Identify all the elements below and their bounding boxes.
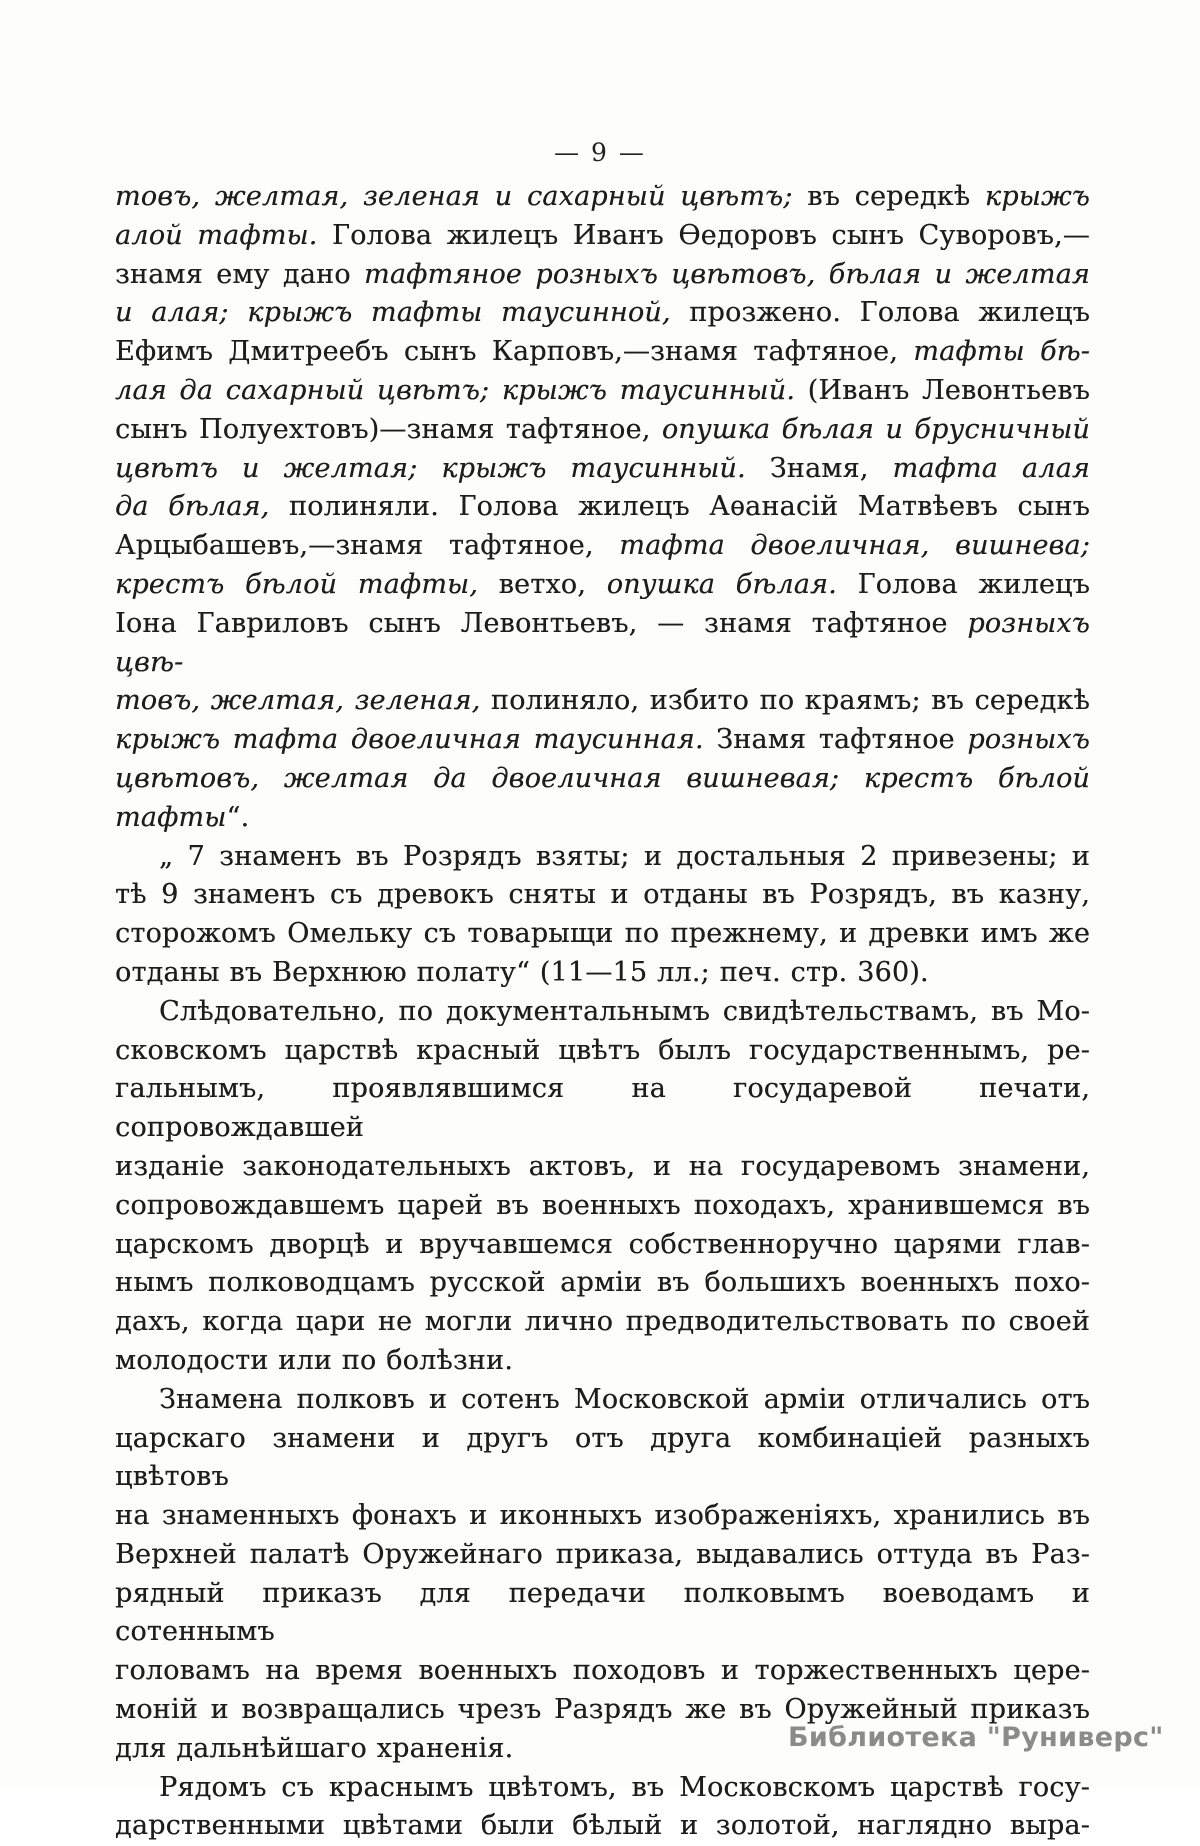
- text-segment: цвѣтовъ, желтая да двоеличная вишневая; крестъ бѣлой тафты: [115, 762, 1090, 833]
- text-line: [115, 1769, 1090, 1808]
- text-segment: сынъ Полуехтовъ)—знамя тафтяное,: [115, 413, 662, 445]
- text-line: [115, 1807, 1090, 1846]
- text-line: [115, 333, 1090, 372]
- text-segment: товъ, желтая, зеленая и сахарный цвѣтъ;: [115, 181, 793, 212]
- text-segment: Знамена полковъ и сотенъ Московской арміи отличались отъ: [159, 1383, 1090, 1415]
- text-segment: на знаменныхъ фонахъ и иконныхъ изображеніяхъ, хранились въ: [115, 1500, 1090, 1532]
- text-line: [115, 256, 1090, 295]
- text-segment: Голова жилецъ Иванъ Ѳедоровъ сынъ Суворовъ,—: [332, 219, 1090, 251]
- paragraph: [115, 993, 1090, 1381]
- text-line: [115, 217, 1090, 256]
- text-line: [115, 993, 1090, 1032]
- text-segment: да бѣлая,: [115, 491, 289, 523]
- text-line: [115, 760, 1090, 838]
- text-segment: Верхней палатѣ Оружейнаго приказа, выдавались оттуда въ Раз-: [115, 1538, 1090, 1570]
- text-line: [115, 1032, 1090, 1071]
- text-line: [115, 450, 1090, 489]
- text-line: [115, 411, 1090, 450]
- text-segment: въ середкѣ: [792, 181, 985, 212]
- text-line: [115, 294, 1090, 333]
- text-segment: Ефимъ Дмитреебъ сынъ Карповъ,—знамя тафтяное,: [115, 336, 914, 368]
- text-segment: „ 7 знаменъ въ Розрядъ взяты; и достальныя 2 привезены; и: [159, 840, 1090, 872]
- text-line: [115, 372, 1090, 411]
- text-segment: крыжъ тафта двоеличная таусинная.: [115, 724, 717, 756]
- text-segment: Голова жилецъ: [857, 568, 1091, 600]
- text-segment: опушка бѣлая.: [606, 568, 858, 600]
- text-line: [115, 527, 1090, 566]
- text-segment: моній и возвращались чрезъ Разрядъ же въ Оружейный приказъ: [115, 1694, 1090, 1726]
- text-segment: крестъ бѣлой тафты,: [115, 568, 499, 600]
- text-line: [115, 1226, 1090, 1265]
- text-segment: Слѣдовательно, по документальнымъ свидѣтельствамъ, въ Мо-: [159, 995, 1090, 1027]
- text-segment: прозжено. Голова жилецъ: [670, 297, 1090, 329]
- text-segment: розныхъ: [967, 724, 1090, 756]
- text-segment: дарственными цвѣтами были бѣлый и золотой, наглядно выра-: [115, 1810, 1090, 1842]
- text-segment: гальнымъ, проявлявшимся на государевой печати, сопровождавшей: [115, 1073, 1090, 1144]
- text-line: [115, 1264, 1090, 1303]
- text-segment: нымъ полководцамъ русской арміи въ большихъ военныхъ похо-: [115, 1267, 1090, 1299]
- text-line: [115, 1187, 1090, 1226]
- text-segment: сопровождавшемъ царей въ военныхъ походахъ, хранившемся въ: [115, 1189, 1090, 1221]
- page-body: [115, 178, 1090, 1846]
- text-segment: головамъ на время военныхъ походовъ и торжественныхъ цере-: [115, 1655, 1090, 1687]
- text-segment: (Иванъ Левонтьевъ: [807, 374, 1090, 406]
- text-segment: полиняло, избито по краямъ; въ середкѣ: [490, 685, 1090, 717]
- text-segment: Арцыбашевъ,—знамя тафтяное,: [115, 530, 620, 562]
- text-line: [115, 1575, 1090, 1653]
- text-segment: тафтяное розныхъ цвѣтовъ, бѣлая и желтая: [364, 258, 1090, 290]
- text-segment: Іона Гавриловъ сынъ Левонтьевъ, — знамя тафтяное: [115, 607, 968, 639]
- text-segment: крыжъ: [984, 181, 1090, 212]
- text-segment: Знамя,: [769, 452, 893, 484]
- text-line: [115, 954, 1090, 993]
- text-segment: для дальнѣйшаго храненія.: [115, 1732, 514, 1764]
- text-segment: рядный приказъ для передачи полковымъ воеводамъ и сотеннымъ: [115, 1577, 1090, 1648]
- text-line: [115, 1536, 1090, 1575]
- text-segment: сторожомъ Омельку съ товарыщи по прежнему, и древки имъ же: [115, 918, 1090, 950]
- text-segment: ветхо,: [498, 568, 607, 600]
- text-line: [115, 1342, 1090, 1381]
- text-segment: тафта двоеличная, вишнева;: [619, 530, 1091, 562]
- text-segment: товъ, желтая, зеленая,: [115, 685, 491, 717]
- text-segment: и алая; крыжъ тафты таусинной,: [115, 297, 671, 329]
- text-segment: тѣ 9 знаменъ съ древокъ сняты и отданы въ Розрядъ, въ казну,: [115, 879, 1090, 911]
- text-line: [115, 1420, 1090, 1498]
- text-segment: Знамя тафтяное: [716, 724, 968, 756]
- text-segment: опушка бѣлая и брусничный: [661, 413, 1090, 445]
- paragraph: [115, 1381, 1090, 1769]
- text-segment: алой тафты.: [115, 219, 332, 251]
- page-number: — 9 —: [554, 138, 646, 167]
- paragraph: [115, 1769, 1090, 1846]
- text-segment: “.: [226, 801, 250, 833]
- text-line: [115, 1652, 1090, 1691]
- text-segment: тафта алая: [892, 452, 1090, 484]
- text-segment: царскомъ дворцѣ и вручавшемся собственноручно царями глав-: [115, 1228, 1090, 1260]
- text-segment: сковскомъ царствѣ красный цвѣтъ былъ государственнымъ, ре-: [115, 1034, 1090, 1066]
- text-line: [115, 178, 1090, 217]
- paragraph: [115, 838, 1090, 993]
- text-segment: полиняли. Голова жилецъ Аѳанасій Матвѣевъ сынъ: [288, 491, 1090, 523]
- text-segment: розныхъ цвѣ-: [115, 607, 1090, 678]
- text-line: [115, 566, 1090, 605]
- text-segment: лая да сахарный цвѣтъ; крыжъ таусинный.: [115, 374, 808, 406]
- text-line: [115, 1497, 1090, 1536]
- text-line: [115, 876, 1090, 915]
- text-line: [115, 1070, 1090, 1148]
- text-segment: знамя ему дано: [115, 258, 365, 290]
- text-line: [115, 1148, 1090, 1187]
- text-line: [115, 605, 1090, 683]
- text-segment: отданы въ Верхнюю полату“ (11—15 лл.; печ. стр. 360).: [115, 956, 929, 988]
- text-line: [115, 721, 1090, 760]
- text-segment: тафты бѣ-: [913, 336, 1090, 368]
- text-segment: изданіе законодательныхъ актовъ, и на государевомъ знамени,: [115, 1150, 1090, 1182]
- text-line: [115, 1381, 1090, 1420]
- text-line: [115, 838, 1090, 877]
- text-segment: царскаго знамени и другъ отъ друга комбинаціей разныхъ цвѣтовъ: [115, 1422, 1090, 1493]
- text-segment: дахъ, когда цари не могли лично предводительствовать по своей: [115, 1306, 1090, 1338]
- text-line: [115, 488, 1090, 527]
- text-line: [115, 1303, 1090, 1342]
- text-segment: Рядомъ съ краснымъ цвѣтомъ, въ Московскомъ царствѣ госу-: [159, 1771, 1090, 1803]
- text-segment: цвѣтъ и желтая; крыжъ таусинный.: [115, 452, 770, 484]
- paragraph: [115, 178, 1090, 838]
- text-segment: молодости или по болѣзни.: [115, 1344, 513, 1376]
- text-line: [115, 682, 1090, 721]
- library-watermark: Библиотека "Руниверс": [788, 1722, 1164, 1753]
- text-line: [115, 915, 1090, 954]
